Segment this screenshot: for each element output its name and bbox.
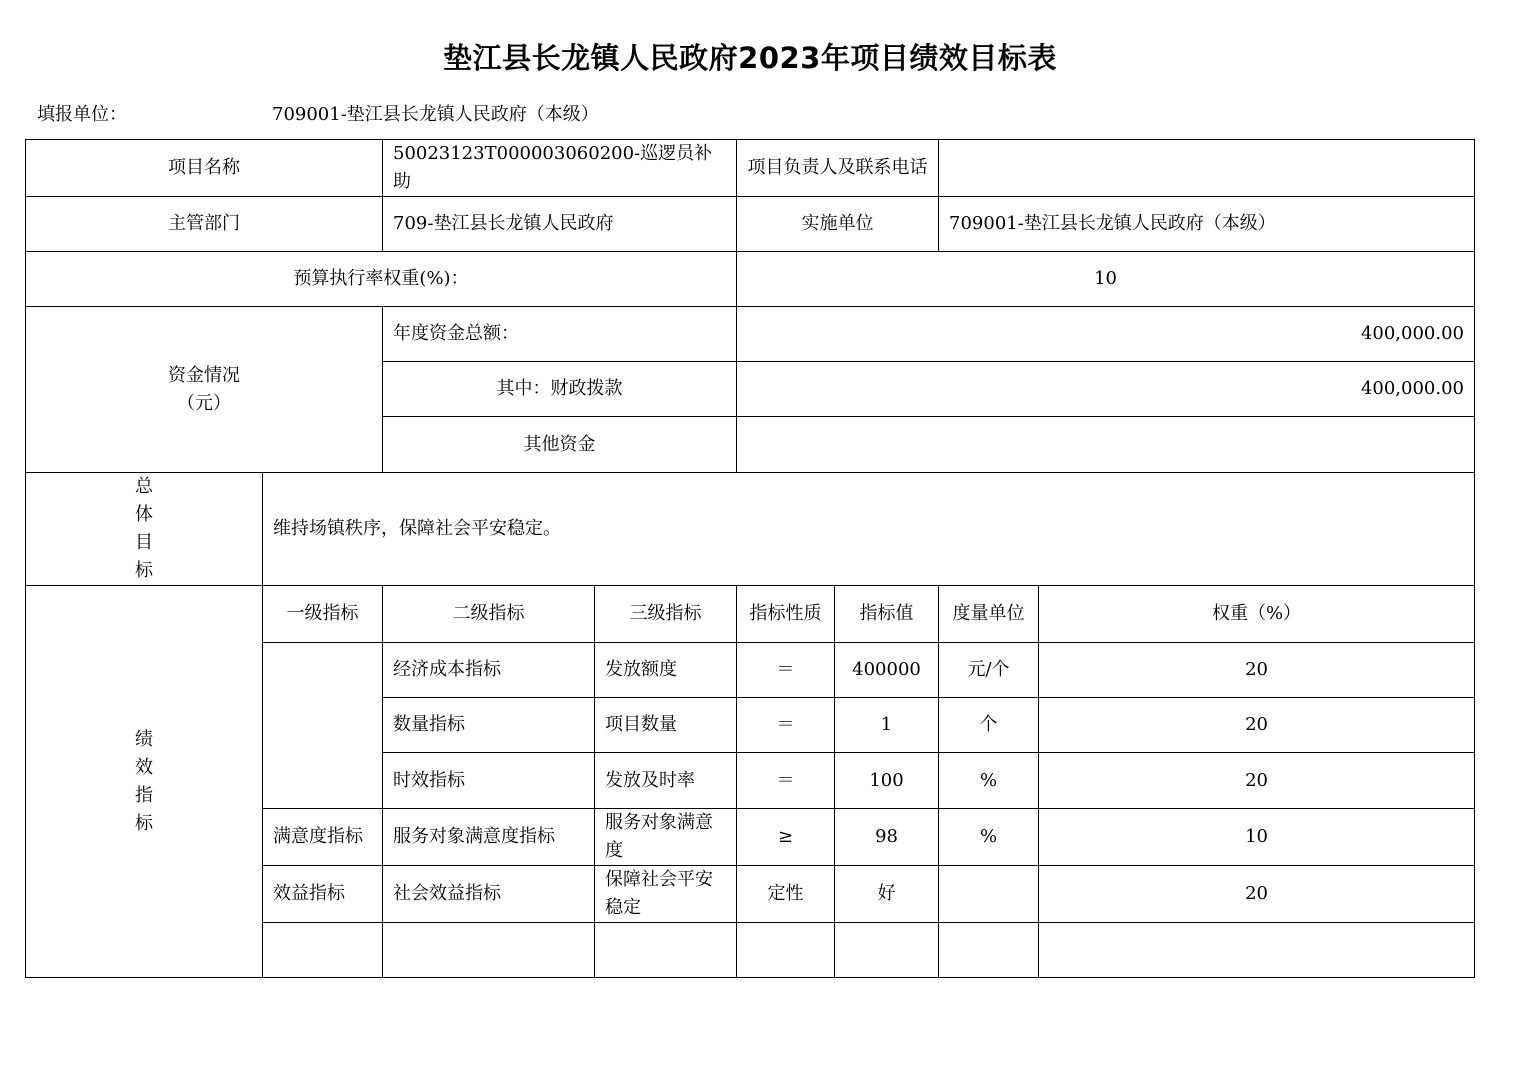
level1-cell bbox=[263, 923, 383, 978]
overall-goal-char: 体 bbox=[135, 504, 153, 525]
contact-label: 项目负责人及联系电话 bbox=[737, 140, 939, 197]
value-cell: 100 bbox=[835, 753, 939, 809]
dept-label: 主管部门 bbox=[26, 197, 383, 252]
level3-cell: 服务对象满意度 bbox=[595, 809, 737, 866]
unit-cell: 个 bbox=[939, 698, 1039, 753]
annual-total-label: 年度资金总额： bbox=[383, 307, 737, 362]
dept-value: 709-垫江县长龙镇人民政府 bbox=[383, 197, 737, 252]
header-level1: 一级指标 bbox=[263, 586, 383, 643]
level2-cell: 时效指标 bbox=[383, 753, 595, 809]
overall-goal-text: 维持场镇秩序，保障社会平安稳定。 bbox=[263, 473, 1475, 586]
other-funds-value bbox=[737, 417, 1475, 473]
indicator-header-row bbox=[26, 586, 1475, 643]
performance-label bbox=[26, 586, 263, 978]
level3-cell: 发放及时率 bbox=[595, 753, 737, 809]
weight-cell: 20 bbox=[1039, 643, 1475, 698]
funds-label-line1: 资金情况 bbox=[168, 364, 240, 386]
level2-cell bbox=[383, 923, 595, 978]
nature-cell: ＝ bbox=[737, 753, 835, 809]
unit-cell: 元/个 bbox=[939, 643, 1039, 698]
level3-cell: 保障社会平安稳定 bbox=[595, 866, 737, 923]
impl-value: 709001-垫江县长龙镇人民政府（本级） bbox=[939, 197, 1475, 252]
performance-char: 绩 bbox=[135, 728, 153, 750]
fiscal-label: 其中：财政拨款 bbox=[383, 362, 737, 417]
weight-cell: 20 bbox=[1039, 698, 1475, 753]
funds-label-line2: （元） bbox=[177, 392, 231, 414]
level1-cell: 满意度指标 bbox=[263, 809, 383, 866]
report-unit-label: 填报单位： bbox=[37, 104, 127, 125]
nature-cell: ≥ bbox=[737, 809, 835, 866]
weight-cell bbox=[1039, 923, 1475, 978]
weight-cell: 10 bbox=[1039, 809, 1475, 866]
performance-char: 效 bbox=[135, 756, 153, 778]
level3-cell bbox=[595, 923, 737, 978]
level2-cell: 服务对象满意度指标 bbox=[383, 809, 595, 866]
level2-cell: 社会效益指标 bbox=[383, 866, 595, 923]
nature-cell: 定性 bbox=[737, 866, 835, 923]
weight-cell: 20 bbox=[1039, 753, 1475, 809]
unit-cell bbox=[939, 866, 1039, 923]
value-cell: 98 bbox=[835, 809, 939, 866]
department-row bbox=[26, 197, 1475, 252]
level3-cell: 项目数量 bbox=[595, 698, 737, 753]
budget-rate-label: 预算执行率权重(%)： bbox=[26, 252, 737, 307]
impl-label: 实施单位 bbox=[737, 197, 939, 252]
level2-cell: 经济成本指标 bbox=[383, 643, 595, 698]
fiscal-value: 400,000.00 bbox=[737, 362, 1475, 417]
header-weight: 权重（%） bbox=[1039, 586, 1475, 643]
nature-cell: ＝ bbox=[737, 643, 835, 698]
header-nature: 指标性质 bbox=[737, 586, 835, 643]
performance-char: 指 bbox=[135, 784, 153, 806]
header-level2: 二级指标 bbox=[383, 586, 595, 643]
overall-goal-char: 标 bbox=[135, 560, 153, 581]
other-funds-label: 其他资金 bbox=[383, 417, 737, 473]
report-unit-value: 709001-垫江县长龙镇人民政府（本级） bbox=[272, 104, 599, 125]
annual-total-value: 400,000.00 bbox=[737, 307, 1475, 362]
unit-cell: % bbox=[939, 809, 1039, 866]
project-name-label: 项目名称 bbox=[26, 140, 383, 197]
overall-goal-label bbox=[26, 473, 263, 586]
page-title: 垫江县长龙镇人民政府2023年项目绩效目标表 bbox=[443, 41, 1057, 75]
overall-goal-row bbox=[26, 473, 1475, 586]
nature-cell bbox=[737, 923, 835, 978]
value-cell: 好 bbox=[835, 866, 939, 923]
header-level3: 三级指标 bbox=[595, 586, 737, 643]
performance-table bbox=[25, 139, 1475, 978]
project-name-value: 50023123T000003060200-巡逻员补助 bbox=[383, 140, 737, 197]
performance-char: 标 bbox=[135, 812, 153, 834]
contact-value bbox=[939, 140, 1475, 197]
budget-rate-row bbox=[26, 252, 1475, 307]
overall-goal-char: 目 bbox=[135, 532, 153, 553]
header-unit: 度量单位 bbox=[939, 586, 1039, 643]
unit-cell: % bbox=[939, 753, 1039, 809]
value-cell: 400000 bbox=[835, 643, 939, 698]
overall-goal-char: 总 bbox=[135, 476, 153, 497]
level2-cell: 数量指标 bbox=[383, 698, 595, 753]
budget-rate-value: 10 bbox=[737, 252, 1475, 307]
funds-annual-row bbox=[26, 307, 1475, 362]
funds-label bbox=[26, 307, 383, 473]
level3-cell: 发放额度 bbox=[595, 643, 737, 698]
project-name-row bbox=[26, 140, 1475, 197]
value-cell bbox=[835, 923, 939, 978]
weight-cell: 20 bbox=[1039, 866, 1475, 923]
value-cell: 1 bbox=[835, 698, 939, 753]
nature-cell: ＝ bbox=[737, 698, 835, 753]
unit-cell bbox=[939, 923, 1039, 978]
level1-cell bbox=[263, 643, 383, 809]
header-value: 指标值 bbox=[835, 586, 939, 643]
level1-cell: 效益指标 bbox=[263, 866, 383, 923]
